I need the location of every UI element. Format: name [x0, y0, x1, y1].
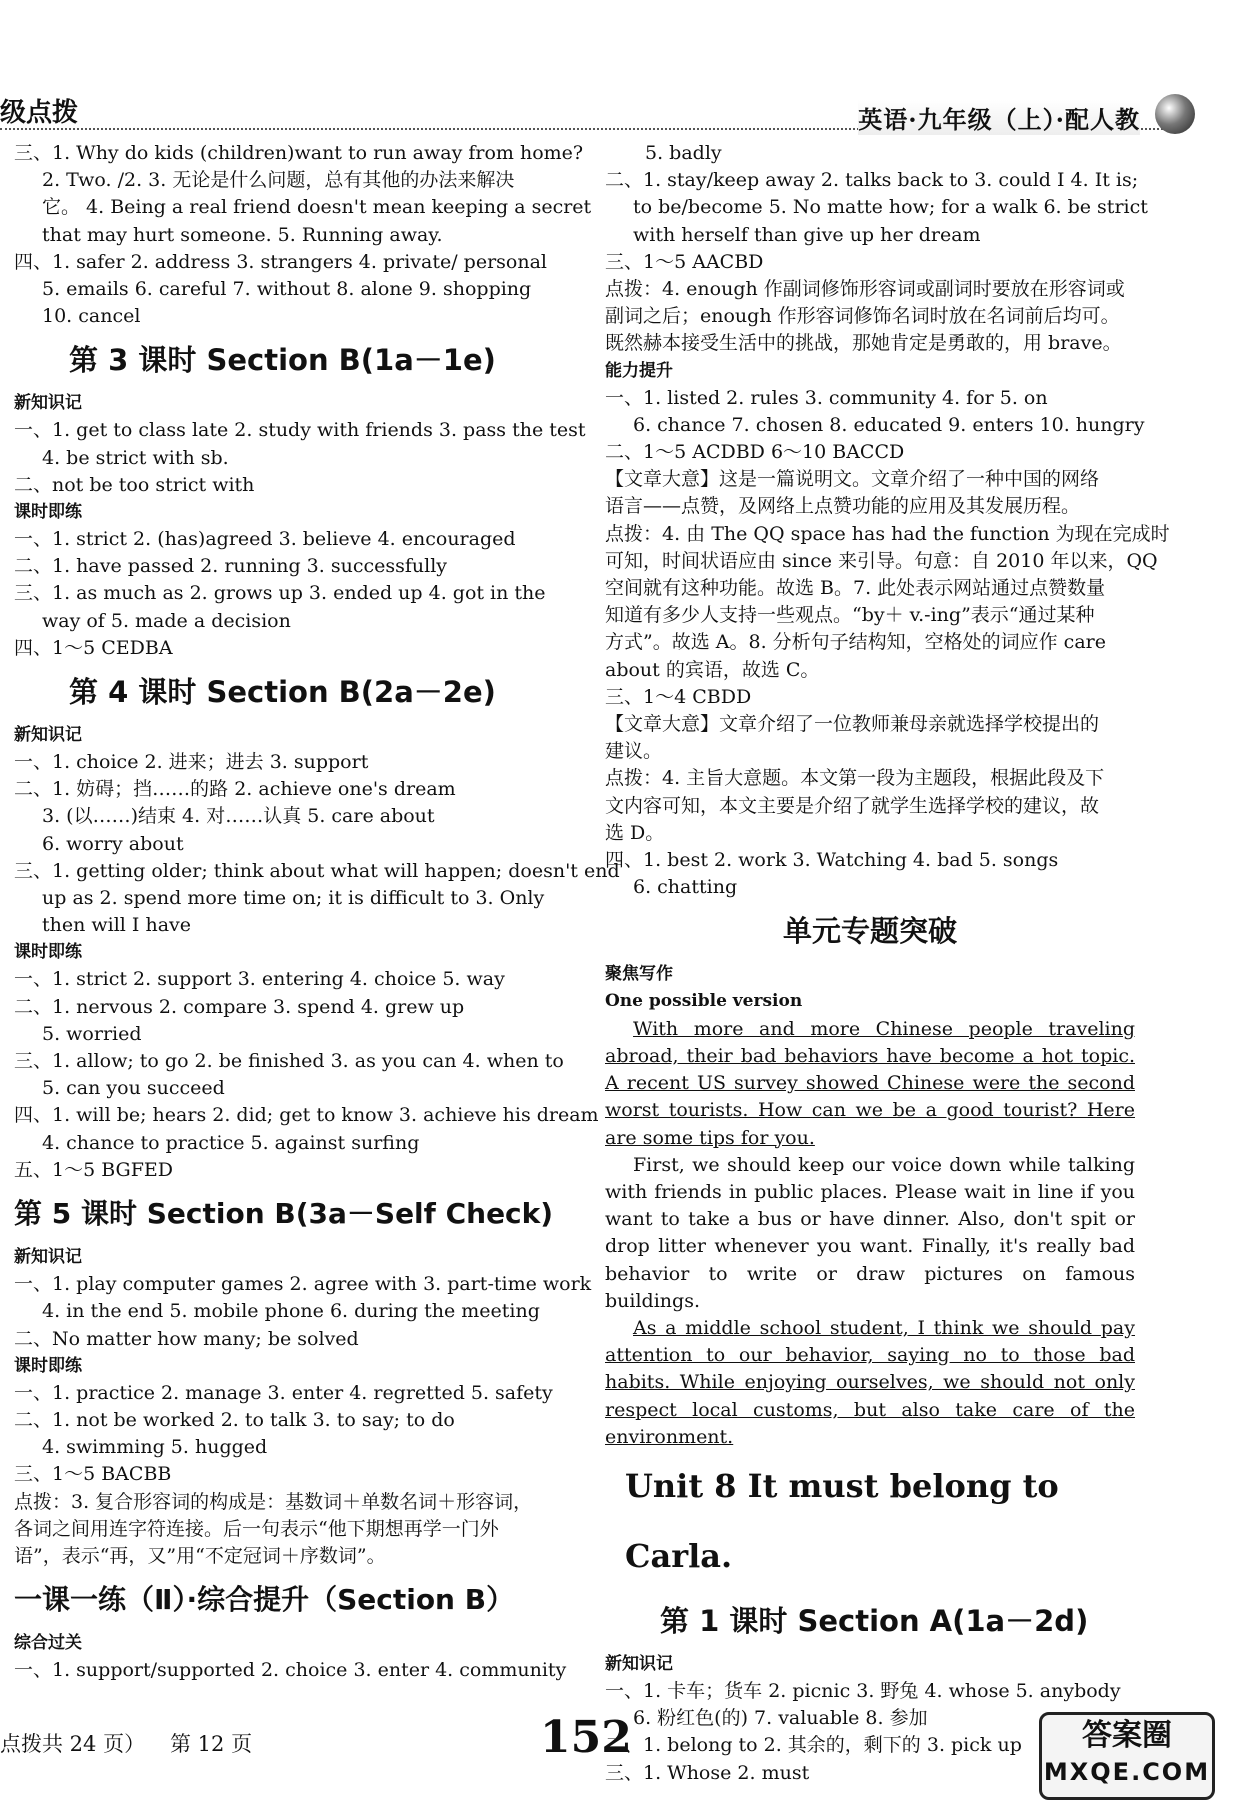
answer-line: 四、1. best 2. work 3. Watching 4. bad 5. songs	[605, 849, 1059, 872]
answer-line: 知道有多少人支持一些观点。“by＋ v.-ing”表示“通过某种	[605, 604, 1095, 627]
footer-page-label: 第 12 页	[170, 1732, 253, 1756]
answer-line: 三、1～5 BACBB	[14, 1463, 172, 1486]
answer-line: 空间就有这种功能。故选 B。7. 此处表示网站通过点赞数量	[605, 577, 1106, 600]
answer-line: 二、1. stay/keep away 2. talks back to 3. could I 4. It is;	[605, 169, 1139, 192]
essay-paragraph	[605, 1315, 1135, 1451]
answer-line: 二、1. nervous 2. compare 3. spend 4. grew up	[14, 995, 465, 1018]
watermark-top: 答案圈	[1082, 1718, 1172, 1753]
answer-line: 6. chatting	[633, 876, 738, 899]
answer-line: 一、1. practice 2. manage 3. enter 4. regretted 5. safety	[14, 1381, 553, 1404]
answer-line: 4. be strict with sb.	[42, 446, 229, 469]
section-heading: 第 1 课时 Section A(1a－2d)	[660, 1603, 1089, 1638]
answer-line: about 的宾语，故选 C。	[605, 658, 820, 681]
section-heading: 单元专题突破	[782, 914, 957, 949]
watermark-bottom: MXQE.COM	[1043, 1758, 1211, 1786]
page-number: 152	[540, 1712, 632, 1763]
answer-line: 一、1. 卡车；货车 2. picnic 3. 野兔 4. whose 5. anybody	[605, 1679, 1121, 1702]
answer-line: 文内容可知，本文主要是介绍了就学生选择学校的建议，故	[605, 794, 1100, 817]
answer-line: 一、1. play computer games 2. agree with 3. part-time work	[14, 1273, 592, 1296]
answer-line: up as 2. spend more time on; it is difficult to 3. Only	[42, 887, 545, 910]
answer-line: 三、1～4 CBDD	[605, 685, 752, 708]
answer-line: 点拨：4. 主旨大意题。本文第一段为主题段，根据此段及下	[605, 767, 1105, 790]
answer-line: 副词之后；enough 作形容词修饰名词时放在名词前后均可。	[605, 305, 1120, 328]
header-left-title: 级点拨	[0, 98, 79, 128]
answer-line: 三、1. Why do kids (children)want to run away from home?	[14, 142, 584, 164]
answer-line: 它。 4. Being a real friend doesn't mean keeping a secret	[42, 196, 592, 219]
answer-line: 一、1. get to class late 2. study with friends 3. pass the test	[14, 419, 586, 442]
left-column	[14, 140, 620, 1684]
answer-line: 4. in the end 5. mobile phone 6. during the meeting	[42, 1300, 540, 1323]
answer-line: 6. worry about	[42, 832, 184, 855]
section-heading: 第 5 课时 Section B(3a－Self Check)	[14, 1197, 554, 1231]
section-heading: 第 4 课时 Section B(2a－2e)	[69, 675, 496, 710]
answer-line: 三、1. allow; to go 2. be finished 3. as you can 4. when to	[14, 1050, 564, 1073]
answer-line: then will I have	[42, 914, 192, 937]
subsection-label: 综合过关	[14, 1633, 82, 1654]
answer-line: 三、1～5 AACBD	[605, 250, 764, 273]
answer-line: 5. worried	[42, 1022, 142, 1045]
answer-line: that may hurt someone. 5. Running away.	[42, 223, 443, 246]
answer-line: 4. swimming 5. hugged	[42, 1436, 268, 1459]
answer-line: 二、not be too strict with	[14, 473, 255, 496]
answer-line: 语言——点赞，及网络上点赞功能的应用及其发展历程。	[605, 495, 1081, 518]
answer-line: 5. can you succeed	[42, 1077, 225, 1100]
answer-line: 二、1. have passed 2. running 3. successfully	[14, 555, 448, 578]
right-column	[605, 140, 1170, 1787]
subsection-label: 新知识记	[14, 725, 82, 746]
answer-line: 6. chance 7. chosen 8. educated 9. enters 10. hungry	[633, 413, 1145, 436]
answer-line: 二、1～5 ACDBD 6～10 BACCD	[605, 441, 905, 464]
subsection-label: 能力提升	[605, 360, 673, 381]
subsection-label: 课时即练	[14, 942, 82, 963]
answer-line: 二、No matter how many; be solved	[14, 1327, 359, 1350]
answer-line: to be/become 5. No matte how; for a walk 6. be strict	[633, 196, 1148, 219]
answer-line: 【文章大意】这是一篇说明文。文章介绍了一种中国的网络	[605, 468, 1100, 491]
answer-line: 二、1. 妨碍；挡……的路 2. achieve one's dream	[14, 778, 456, 801]
subsection-label: 新知识记	[605, 1653, 673, 1674]
right-column-top	[605, 140, 1170, 1016]
answer-line: 5. emails 6. careful 7. without 8. alone 9. shopping	[42, 278, 532, 301]
essay	[605, 1016, 1135, 1451]
subsection-label: 聚焦写作	[605, 964, 673, 985]
answer-line: 一、1. choice 2. 进来；进去 3. support	[14, 751, 369, 774]
answer-line: 6. 粉红色(的) 7. valuable 8. 参加	[633, 1707, 928, 1730]
essay-paragraph-2: First, we should keep our voice down while talking with friends in public places. Please wait in line if you want to take a bus or have dinner. Also, don't spit or drop litter whenever you want. Finally, it's really bad behavior to write or draw pictures on famous buildings.	[605, 1153, 1135, 1312]
answer-line: 二、1. belong to 2. 其余的，剩下的 3. pick up	[605, 1734, 1022, 1757]
answer-line: 四、1. safer 2. address 3. strangers 4. private/ personal	[14, 250, 548, 273]
watermark-logo	[1039, 1712, 1215, 1800]
essay-paragraph-1: With more and more Chinese people traveling abroad, their bad behaviors have become a hot topic. A recent US survey showed Chinese were the second worst tourists. How can we be a good tourist? Here are some tips for you.	[605, 1017, 1135, 1149]
subsection-label: 课时即练	[14, 1355, 82, 1376]
answer-line: 2. Two. /2. 3. 无论是什么问题，总有其他的办法来解决	[42, 169, 515, 192]
essay-paragraph	[605, 1016, 1135, 1152]
answer-line: 各词之间用连字符连接。后一句表示“他下期想再学一门外	[14, 1517, 499, 1540]
answer-line: 四、1～5 CEDBA	[14, 636, 173, 659]
answer-line: 可知，时间状语应由 since 来引导。句意：自 2010 年以来，QQ	[605, 549, 1158, 572]
footer-left: 点拨共 24 页）	[0, 1732, 146, 1756]
answer-line: 选 D。	[605, 821, 665, 844]
version-label: One possible version	[605, 991, 803, 1012]
answer-line: 10. cancel	[42, 305, 141, 328]
answer-line: 一、1. listed 2. rules 3. community 4. for 5. on	[605, 386, 1048, 409]
header-right-title: 英语·九年级（上）·配人教	[858, 100, 1140, 135]
answer-line: 4. chance to practice 5. against surfing	[42, 1131, 420, 1154]
subsection-label: 新知识记	[14, 1247, 82, 1268]
answer-line: 三、1. Whose 2. must	[605, 1761, 810, 1784]
answer-line: 一、1. strict 2. (has)agreed 3. believe 4. encouraged	[14, 528, 516, 551]
answer-line: 方式”。故选 A。8. 分析句子结构知，空格处的词应作 care	[605, 631, 1106, 654]
answer-line: 三、1. getting older; think about what will happen; doesn't end	[14, 859, 620, 882]
answer-line: 5. badly	[645, 142, 722, 164]
essay-paragraph	[605, 1152, 1135, 1315]
answer-line: 一、1. strict 2. support 3. entering 4. choice 5. way	[14, 968, 505, 991]
answer-line: 五、1～5 BGFED	[14, 1158, 173, 1181]
subsection-label: 课时即练	[14, 502, 82, 523]
answer-line: 三、1. as much as 2. grows up 3. ended up 4. got in the	[14, 582, 546, 605]
answer-line: 点拨：3. 复合形容词的构成是：基数词＋单数名词＋形容词，	[14, 1490, 533, 1513]
answer-line: 二、1. not be worked 2. to talk 3. to say; to do	[14, 1408, 455, 1431]
globe-icon	[1155, 94, 1195, 134]
section-heading: 一课一练（Ⅱ）·综合提升（Section B）	[14, 1583, 515, 1617]
answer-line: 3. (以……)结束 4. 对……认真 5. care about	[42, 805, 435, 828]
answer-line: 【文章大意】文章介绍了一位教师兼母亲就选择学校提出的	[605, 713, 1100, 736]
answer-line: 四、1. will be; hears 2. did; get to know 3. achieve his dream	[14, 1104, 599, 1127]
subsection-label: 新知识记	[14, 393, 82, 414]
unit-heading: Unit 8 It must belong to Carla.	[625, 1466, 1059, 1575]
answer-line: 点拨：4. enough 作副词修饰形容词或副词时要放在形容词或	[605, 278, 1125, 301]
answer-line: 建议。	[605, 740, 663, 763]
answer-line: way of 5. made a decision	[42, 609, 291, 632]
answer-line: 点拨：4. 由 The QQ space has had the function 为现在完成时	[605, 522, 1170, 545]
answer-line: 既然赫本接受生活中的挑战，那她肯定是勇敢的，用 brave。	[605, 332, 1122, 355]
essay-paragraph-3: As a middle school student, I think we should pay attention to our behavior, saying no to those bad habits. While enjoying ourselves, we should not only respect local customs, but also take care of the environment.	[605, 1316, 1135, 1448]
answer-line: with herself than give up her dream	[633, 223, 981, 246]
section-heading: 第 3 课时 Section B(1a－1e)	[69, 343, 496, 378]
answer-line: 语”，表示“再，又”用“不定冠词＋序数词”。	[14, 1544, 386, 1567]
answer-line: 一、1. support/supported 2. choice 3. enter 4. community	[14, 1659, 567, 1682]
